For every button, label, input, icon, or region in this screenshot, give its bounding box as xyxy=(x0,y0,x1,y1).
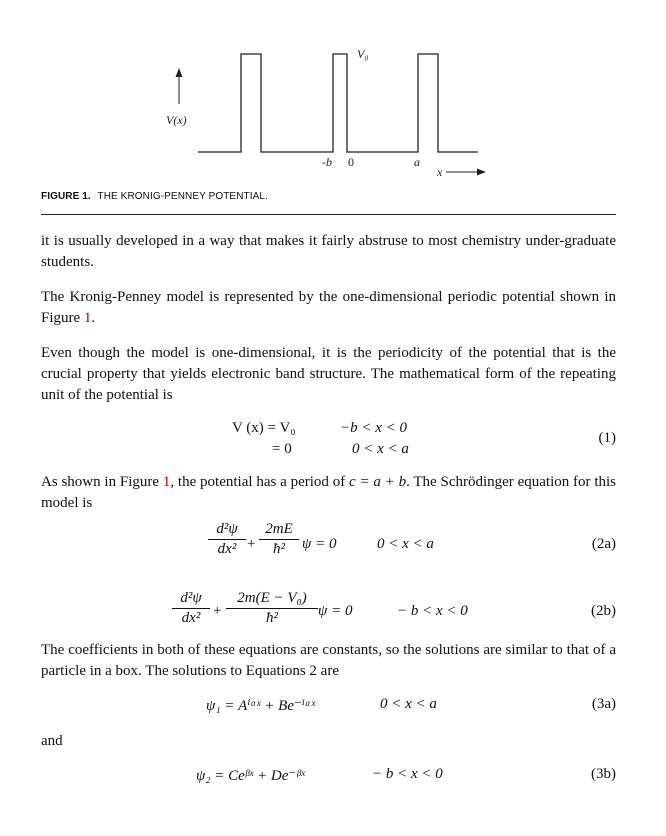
eq2a-frac2 xyxy=(259,521,299,558)
eq2a-cond: 0 < x < a xyxy=(377,536,434,552)
potential-curve xyxy=(198,54,478,152)
paragraph-3: Even though the model is one-dimensional, it is the periodicity of the potential that is the crucial property that yields electronic band structure. The mathematical form of the repeating unit of the potential is xyxy=(41,345,616,403)
paragraph-4-end: . The Schrödinger equation for this model is xyxy=(41,474,617,511)
figure-caption xyxy=(41,191,268,202)
eq3b-cond: − b < x < 0 xyxy=(372,766,443,782)
eq3a-body: ψ₁ = Aⁱᵅˣ + Be⁻ⁱᵅˣ xyxy=(206,698,316,714)
tick-zero: 0 xyxy=(348,155,354,169)
eq2a-den2: ħ² xyxy=(273,541,285,557)
paragraph-4-middle: , the potential has a period of xyxy=(170,474,349,490)
and-text: and xyxy=(41,733,63,749)
v0-label: V₀ xyxy=(357,47,369,61)
eq2b-plus: + xyxy=(213,603,222,619)
eq1-rhs2: = 0 xyxy=(272,441,292,457)
figure-ref-link[interactable]: 1 xyxy=(83,310,92,326)
y-axis-label: V(x) xyxy=(166,113,187,127)
eq2a-number: (2a) xyxy=(591,536,616,552)
eq2a-num2: 2mE xyxy=(259,521,299,540)
eq2a-frac1 xyxy=(208,521,246,558)
eq2b-frac1 xyxy=(172,590,210,627)
caption-rule xyxy=(41,214,616,215)
tick-minus-b: -b xyxy=(322,155,332,169)
x-arrowhead xyxy=(477,169,486,176)
eq2a-num1: d²ψ xyxy=(208,521,246,540)
caption-number: FIGURE 1. xyxy=(41,191,91,202)
eq3a-cond: 0 < x < a xyxy=(380,696,437,712)
eq3a-number: (3a) xyxy=(591,696,616,712)
eq2b-number: (2b) xyxy=(591,603,616,619)
figure-ref-link-2[interactable]: 1 xyxy=(162,474,171,490)
eq2b-den1: dx² xyxy=(181,610,201,626)
kronig-penney-figure xyxy=(0,0,666,190)
paragraph-2-text: The Kronig-Penney model is represented by the one-dimensional periodic potential shown in Figure xyxy=(41,289,616,326)
caption-text: THE KRONIG-PENNEY POTENTIAL. xyxy=(97,191,268,202)
eq2b-tail: ψ = 0 xyxy=(318,603,353,619)
paragraph-4 xyxy=(41,472,616,514)
eq2b-num1: d²ψ xyxy=(172,590,210,609)
eq2a-plus: + xyxy=(247,536,256,552)
period-expression: c = a + b xyxy=(349,474,407,490)
eq2a-den1: dx² xyxy=(217,541,237,557)
eq1-cond1: −b < x < 0 xyxy=(340,420,408,436)
eq1-number: (1) xyxy=(598,430,616,446)
y-arrowhead xyxy=(176,68,183,77)
x-axis-label: x xyxy=(437,165,443,179)
eq2b-den2: ħ² xyxy=(266,610,278,626)
eq2b-num2: 2m(E − V₀) xyxy=(226,590,318,609)
eq2b-cond: − b < x < 0 xyxy=(397,603,468,619)
paragraph-2 xyxy=(41,287,616,329)
paragraph-5: The coefficients in both of these equations are constants, so the solutions are similar to that of a particle in a box. The solutions to Equations 2 are xyxy=(41,642,616,679)
tick-a: a xyxy=(414,155,420,169)
eq3b-body: ψ₂ = Ceᵝˣ + De⁻ᵝˣ xyxy=(196,768,305,784)
eq1-cond2: 0 < x < a xyxy=(352,441,409,457)
paragraph-2-end: . xyxy=(91,310,96,326)
eq2b-frac2 xyxy=(226,590,318,627)
paragraph-1: it is usually developed in a way that makes it fairly abstruse to most chemistry under-graduate students. xyxy=(41,233,616,270)
paragraph-4-text: As shown in Figure xyxy=(41,474,163,490)
eq2a-tail: ψ = 0 xyxy=(302,536,337,552)
eq1-lhs: V (x) = V₀ xyxy=(232,420,296,436)
eq3b-number: (3b) xyxy=(591,766,616,782)
